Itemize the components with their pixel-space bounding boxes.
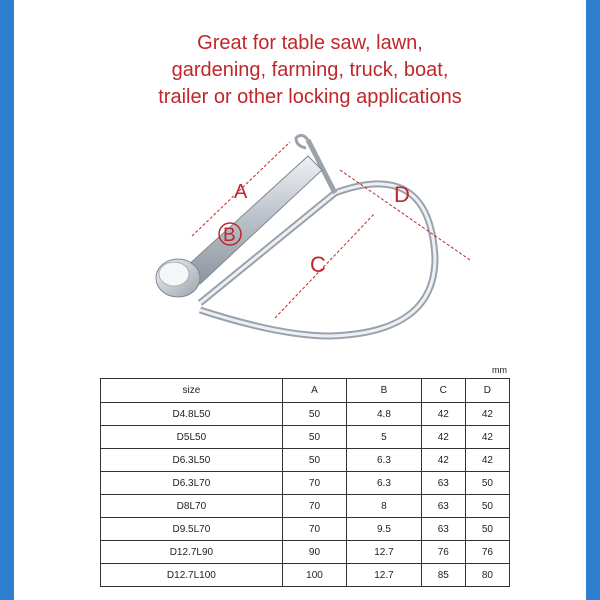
cell-b: 12.7 <box>347 541 422 564</box>
cell-a: 90 <box>282 541 346 564</box>
cell-b: 5 <box>347 426 422 449</box>
cell-d: 76 <box>465 541 509 564</box>
cell-d: 50 <box>465 472 509 495</box>
header-b: B <box>347 379 422 403</box>
right-border-bar <box>586 0 600 600</box>
table-row <box>101 495 510 518</box>
cell-a: 50 <box>282 449 346 472</box>
table-row <box>101 564 510 587</box>
label-d: D <box>394 182 410 207</box>
cell-size: D4.8L50 <box>101 403 283 426</box>
cell-size: D6.3L50 <box>101 449 283 472</box>
cell-d: 42 <box>465 449 509 472</box>
cell-d: 50 <box>465 518 509 541</box>
table-row <box>101 472 510 495</box>
header-c: C <box>421 379 465 403</box>
header-a: A <box>282 379 346 403</box>
table-row <box>101 426 510 449</box>
cell-c: 76 <box>421 541 465 564</box>
unit-label: mm <box>492 365 507 375</box>
cell-size: D8L70 <box>101 495 283 518</box>
cell-b: 4.8 <box>347 403 422 426</box>
table-header-row <box>101 379 510 403</box>
table-row <box>101 449 510 472</box>
cell-size: D12.7L100 <box>101 564 283 587</box>
cell-d: 50 <box>465 495 509 518</box>
cell-b: 9.5 <box>347 518 422 541</box>
table-row <box>101 403 510 426</box>
lock-pin-diagram <box>130 118 490 358</box>
headline <box>100 30 520 111</box>
header-d: D <box>465 379 509 403</box>
cell-a: 70 <box>282 472 346 495</box>
cell-size: D5L50 <box>101 426 283 449</box>
cell-c: 42 <box>421 426 465 449</box>
cell-b: 6.3 <box>347 449 422 472</box>
headline-line-1: Great for table saw, lawn, <box>197 32 423 54</box>
cell-c: 63 <box>421 495 465 518</box>
cell-d: 42 <box>465 403 509 426</box>
cell-b: 12.7 <box>347 564 422 587</box>
cell-a: 50 <box>282 403 346 426</box>
headline-line-2: gardening, farming, truck, boat, <box>171 59 449 81</box>
pin-end-cap <box>156 259 200 297</box>
cell-a: 100 <box>282 564 346 587</box>
table-row <box>101 518 510 541</box>
table-row <box>101 541 510 564</box>
spec-table <box>100 378 510 587</box>
cell-size: D6.3L70 <box>101 472 283 495</box>
cell-d: 42 <box>465 426 509 449</box>
cell-c: 63 <box>421 518 465 541</box>
cell-size: D9.5L70 <box>101 518 283 541</box>
cell-a: 50 <box>282 426 346 449</box>
label-c: C <box>310 252 326 277</box>
cell-d: 80 <box>465 564 509 587</box>
header-size: size <box>101 379 283 403</box>
cell-b: 8 <box>347 495 422 518</box>
label-b: B <box>223 225 236 246</box>
cell-a: 70 <box>282 495 346 518</box>
left-border-bar <box>0 0 14 600</box>
headline-line-3: trailer or other locking applications <box>158 86 462 108</box>
cell-c: 42 <box>421 403 465 426</box>
cell-size: D12.7L90 <box>101 541 283 564</box>
cell-c: 85 <box>421 564 465 587</box>
cell-c: 42 <box>421 449 465 472</box>
cell-c: 63 <box>421 472 465 495</box>
cell-b: 6.3 <box>347 472 422 495</box>
label-a: A <box>234 181 248 203</box>
cell-a: 70 <box>282 518 346 541</box>
